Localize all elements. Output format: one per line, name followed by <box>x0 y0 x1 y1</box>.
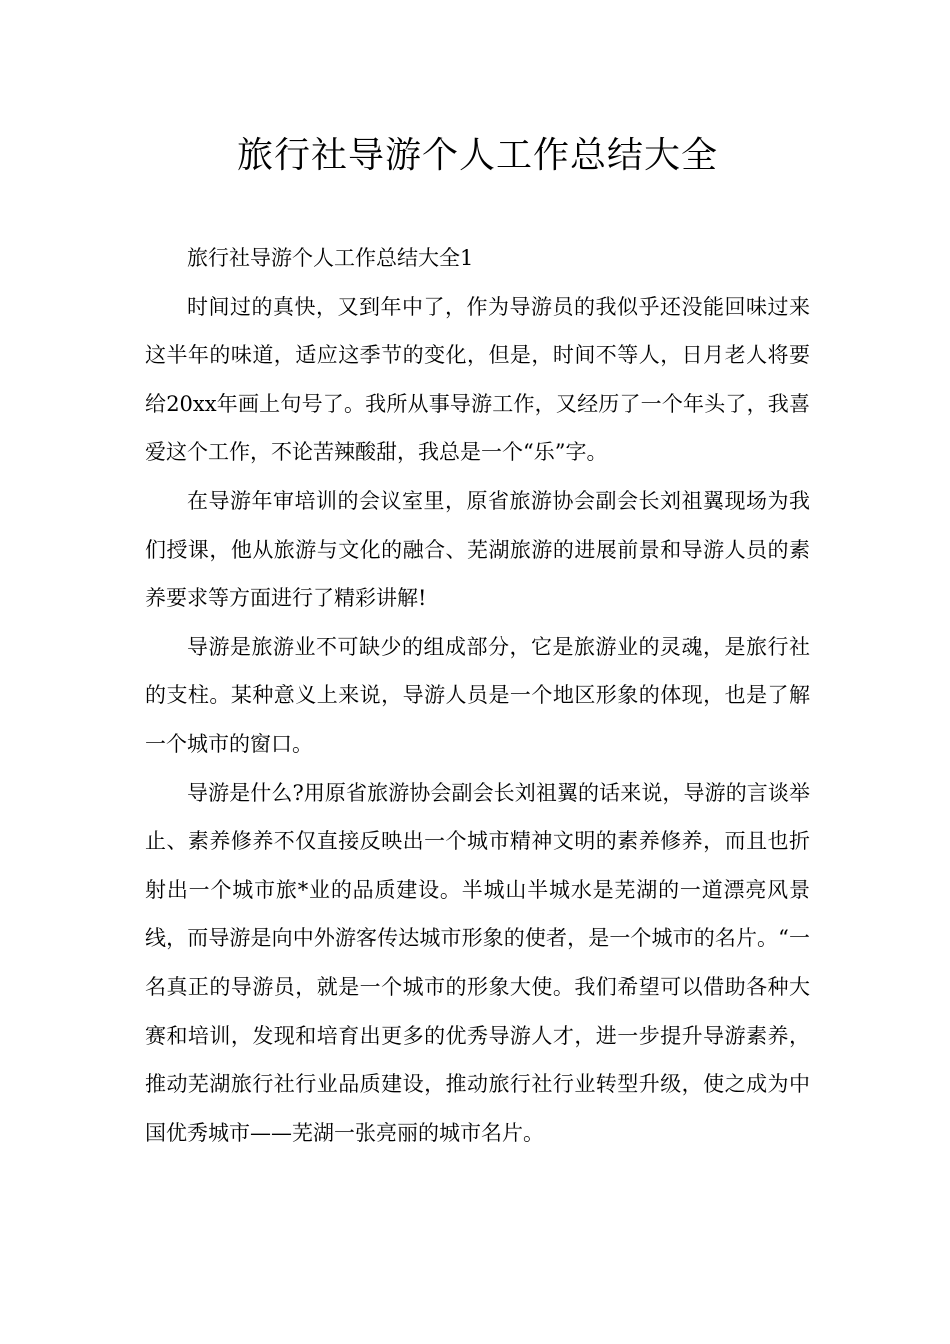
section-heading: 旅行社导游个人工作总结大全1 <box>187 246 474 270</box>
paragraph: 导游是什么?用原省旅游协会副会长刘祖翼的话来说，导游的言谈举止、素养修养不仅直接反映出一个城市精神文明的素养修养，而且也折射出一个城市旅*业的品质建设。半城山半城水是芜湖的一道漂亮风景线，而导游是向中外游客传达城市形象的使者，是一个城市的名片。“一名真正的导游员，就是一个城市的形象大使。我们希望可以借助各种大赛和培训，发现和培育出更多的优秀导游人才，进一步提升导游素养，推动芜湖旅行社行业品质建设，推动旅行社行业转型升级，使之成为中国优秀城市——芜湖一张亮丽的城市名片。 <box>145 780 810 1145</box>
document-title: 旅行社导游个人工作总结大全 <box>236 135 718 176</box>
paragraph: 在导游年审培训的会议室里，原省旅游协会副会长刘祖翼现场为我们授课，他从旅游与文化的融合、芜湖旅游的进展前景和导游人员的素养要求等方面进行了精彩讲解! <box>145 488 810 611</box>
document-body <box>145 234 810 1157</box>
paragraph: 时间过的真快，又到年中了，作为导游员的我似乎还没能回味过来这半年的味道，适应这季节的变化，但是，时间不等人，日月老人将要给20xx年画上句号了。我所从事导游工作，又经历了一个年头了，我喜爱这个工作，不论苦辣酸甜，我总是一个“乐”字。 <box>145 294 810 465</box>
paragraph: 导游是旅游业不可缺少的组成部分，它是旅游业的灵魂，是旅行社的支柱。某种意义上来说，导游人员是一个地区形象的体现，也是了解一个城市的窗口。 <box>145 634 810 756</box>
